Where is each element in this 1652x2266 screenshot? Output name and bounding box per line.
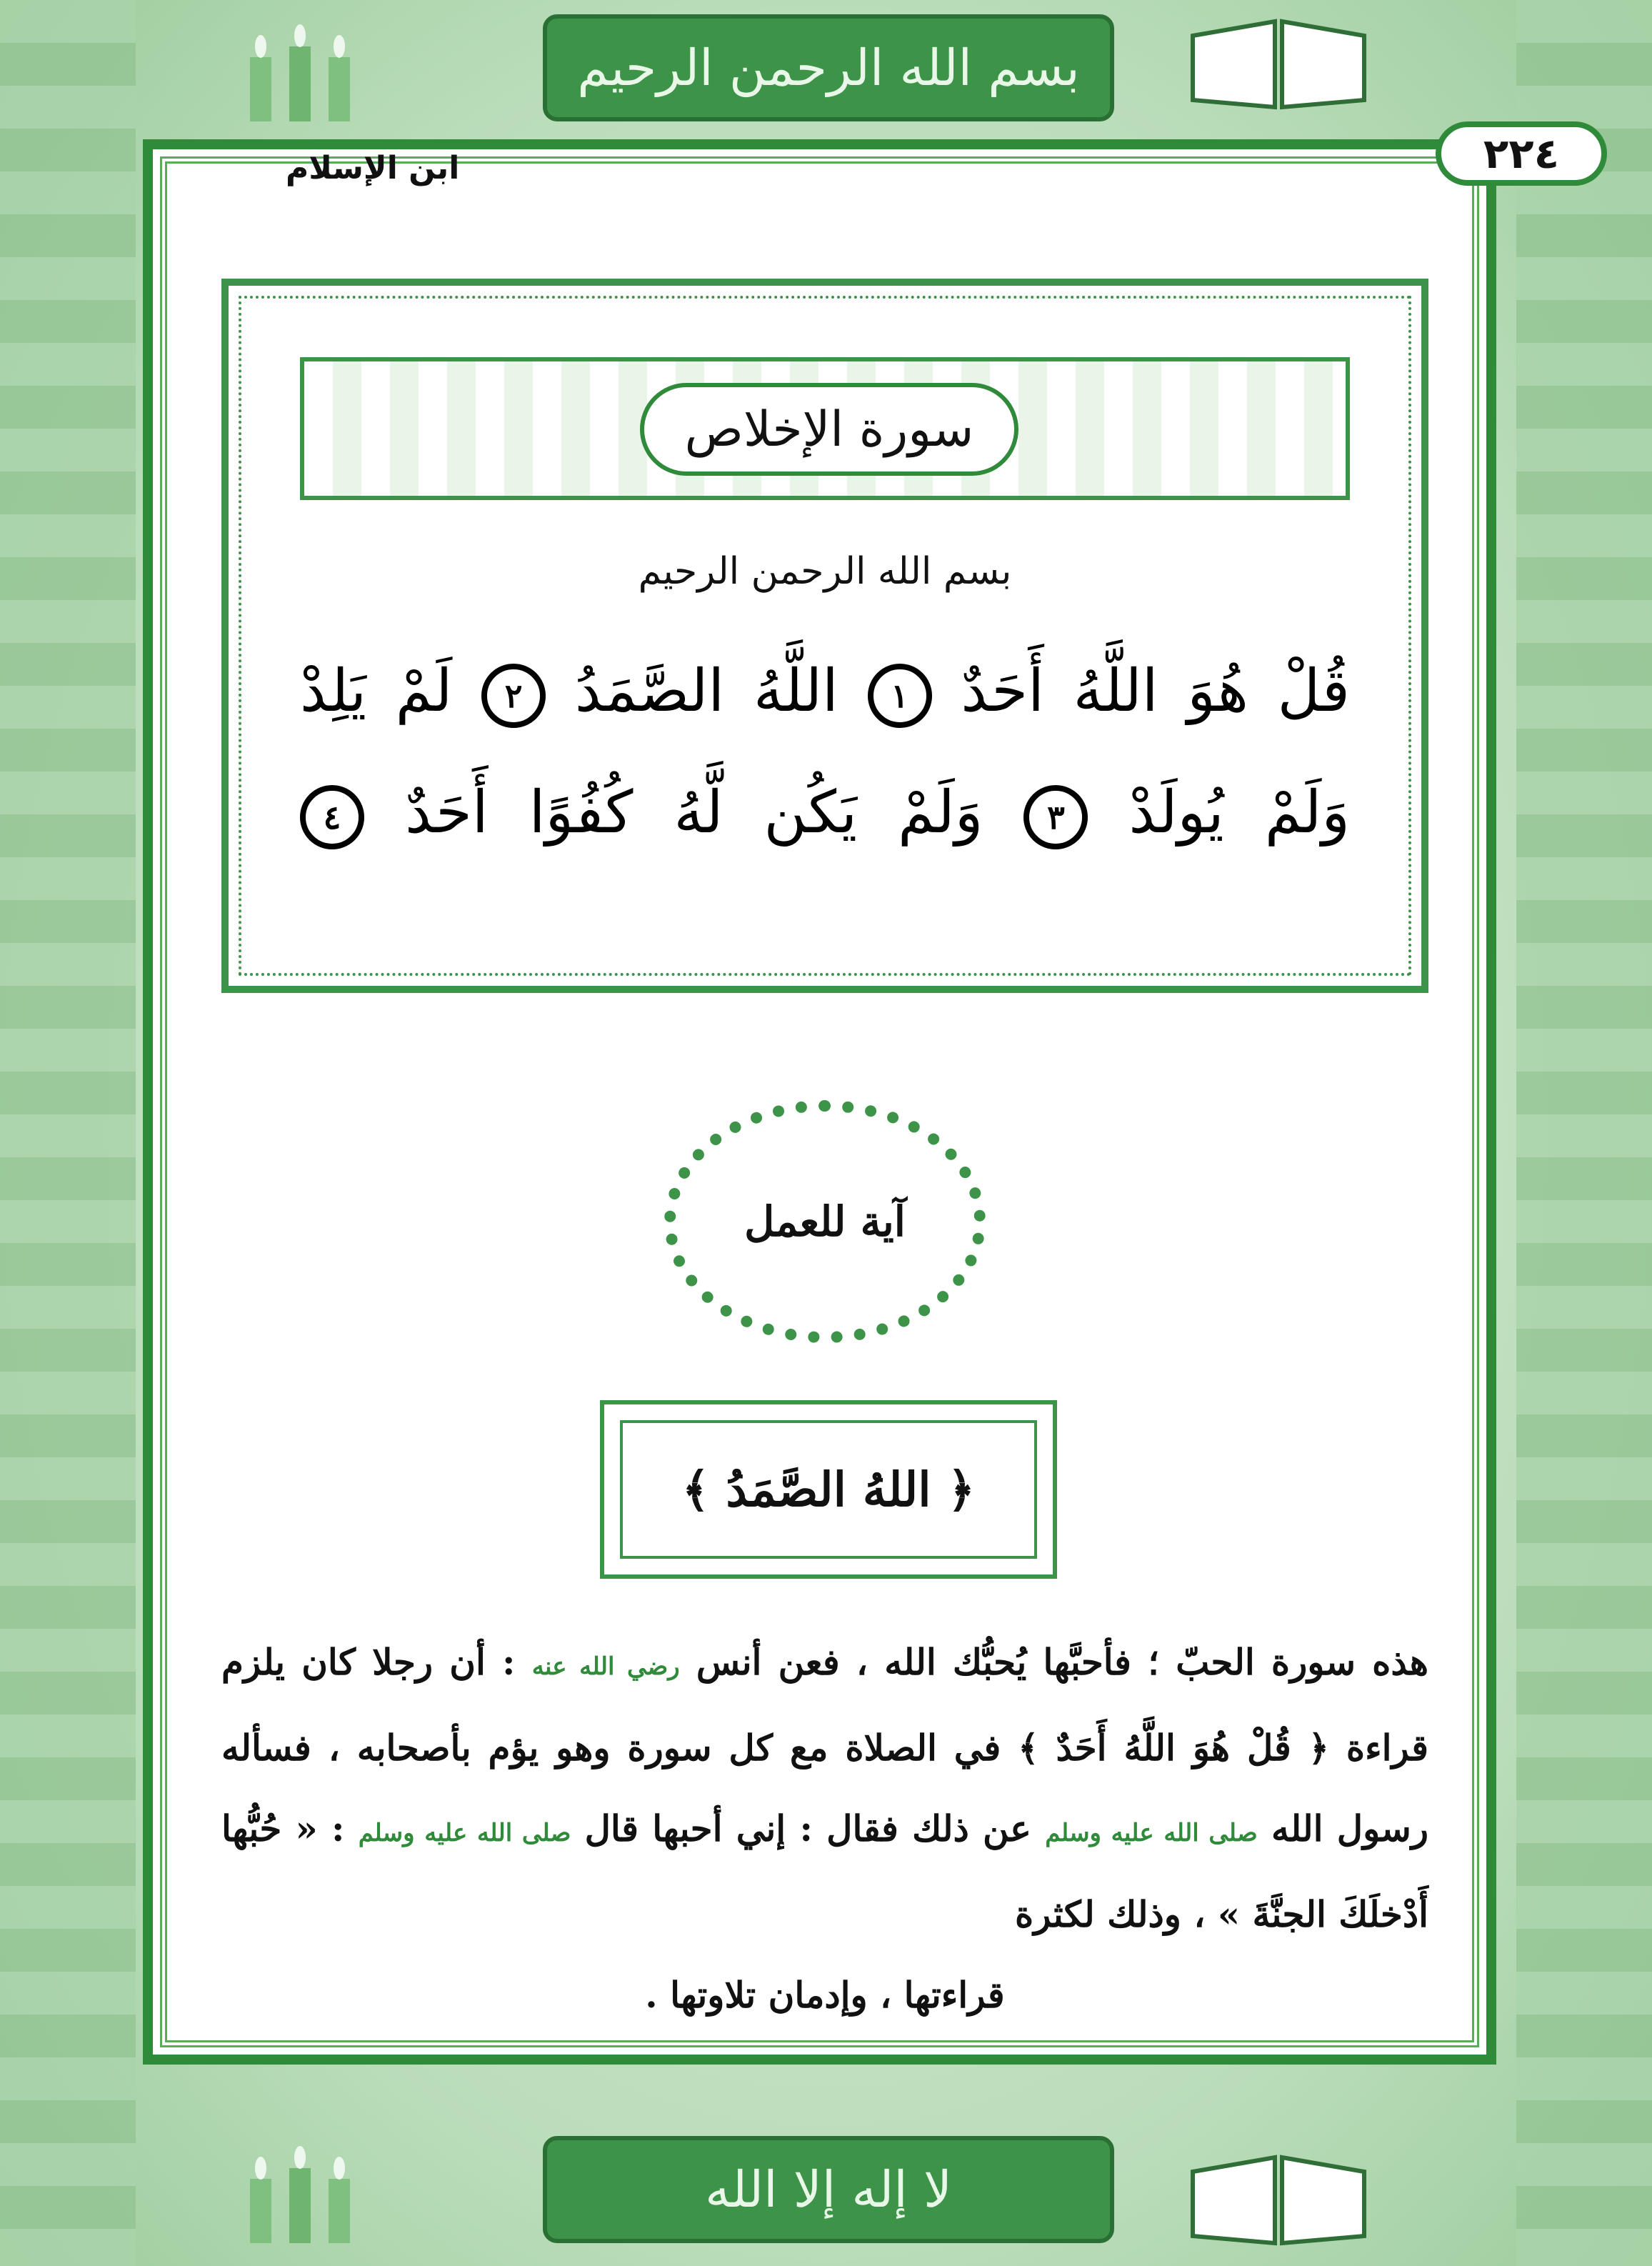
surah-panel bbox=[221, 279, 1428, 993]
surah-name: سورة الإخلاص bbox=[640, 383, 1018, 476]
body-line: عن ذلك فقال : إني أحبها قال bbox=[584, 1807, 1031, 1850]
body-line: هذه سورة الحبّ ؛ فأحبَّها يُحبُّك الله ، فعن أنس bbox=[696, 1641, 1428, 1683]
ayah-number-marker: ٣ bbox=[1023, 785, 1088, 849]
ayah-number-marker: ٢ bbox=[481, 664, 546, 728]
open-book-icon bbox=[1186, 2143, 1371, 2250]
honorific: صلى الله عليه وسلم bbox=[1045, 1819, 1258, 1847]
body-line: قراءتها ، وإدمان تلاوتها . bbox=[645, 1974, 1005, 2016]
lesson-medallion bbox=[664, 1100, 986, 1343]
page-number: ٢٢٤ bbox=[1436, 121, 1607, 186]
ayah-number-marker: ١ bbox=[868, 664, 932, 728]
lesson-verse: ﴿ اللهُ الصَّمَدُ ﴾ bbox=[620, 1420, 1037, 1559]
surah-basmala: بسم الله الرحمن الرحيم bbox=[638, 550, 1012, 593]
body-line: ﴿ قُلْ هُوَ اللَّهُ أَحَدٌ ﴾ في الصلاة مع كل سورة وهو يؤم بأصحابه ، فسأله رسول الله bbox=[221, 1727, 1428, 1850]
open-book-icon bbox=[1186, 7, 1371, 114]
bottom-shahada-banner: لا إله إلا الله bbox=[543, 2136, 1114, 2243]
honorific: رضي الله عنه bbox=[531, 1652, 680, 1681]
commentary-text bbox=[221, 1622, 1428, 2035]
left-decorative-strip bbox=[0, 0, 136, 2266]
top-basmala-banner: بسم الله الرحمن الرحيم bbox=[543, 14, 1114, 121]
ayah-text: وَلَمْ يَكُن لَّهُ كُفُوًا أَحَدٌ bbox=[405, 779, 983, 847]
verse-box bbox=[600, 1400, 1057, 1579]
candles-icon bbox=[236, 14, 364, 129]
ayah-text: اللَّهُ الصَّمَدُ bbox=[574, 657, 838, 725]
ayah-line bbox=[300, 779, 1350, 849]
right-decorative-strip bbox=[1516, 0, 1652, 2266]
header-title: ابن الإسلام bbox=[286, 150, 460, 186]
honorific: صلى الله عليه وسلم bbox=[358, 1819, 571, 1847]
ayah-number-marker: ٤ bbox=[300, 785, 364, 849]
body-line: : أن رجلا كان يلزم قراءة bbox=[221, 1641, 1428, 1769]
ayah-text: لَمْ يَلِدْ bbox=[300, 657, 453, 725]
lesson-title: آية للعمل bbox=[744, 1197, 906, 1246]
body-line: : « حُبُّها أَدْخلَكَ الجنَّةَ » ، وذلك لكثرة bbox=[221, 1807, 1428, 1935]
surah-header bbox=[300, 357, 1350, 500]
candles-icon bbox=[236, 2136, 364, 2250]
ayah-text: قُلْ هُوَ اللَّهُ أَحَدٌ bbox=[961, 657, 1350, 725]
ayah-text: وَلَمْ يُولَدْ bbox=[1128, 779, 1350, 847]
ayah-line bbox=[300, 657, 1350, 728]
